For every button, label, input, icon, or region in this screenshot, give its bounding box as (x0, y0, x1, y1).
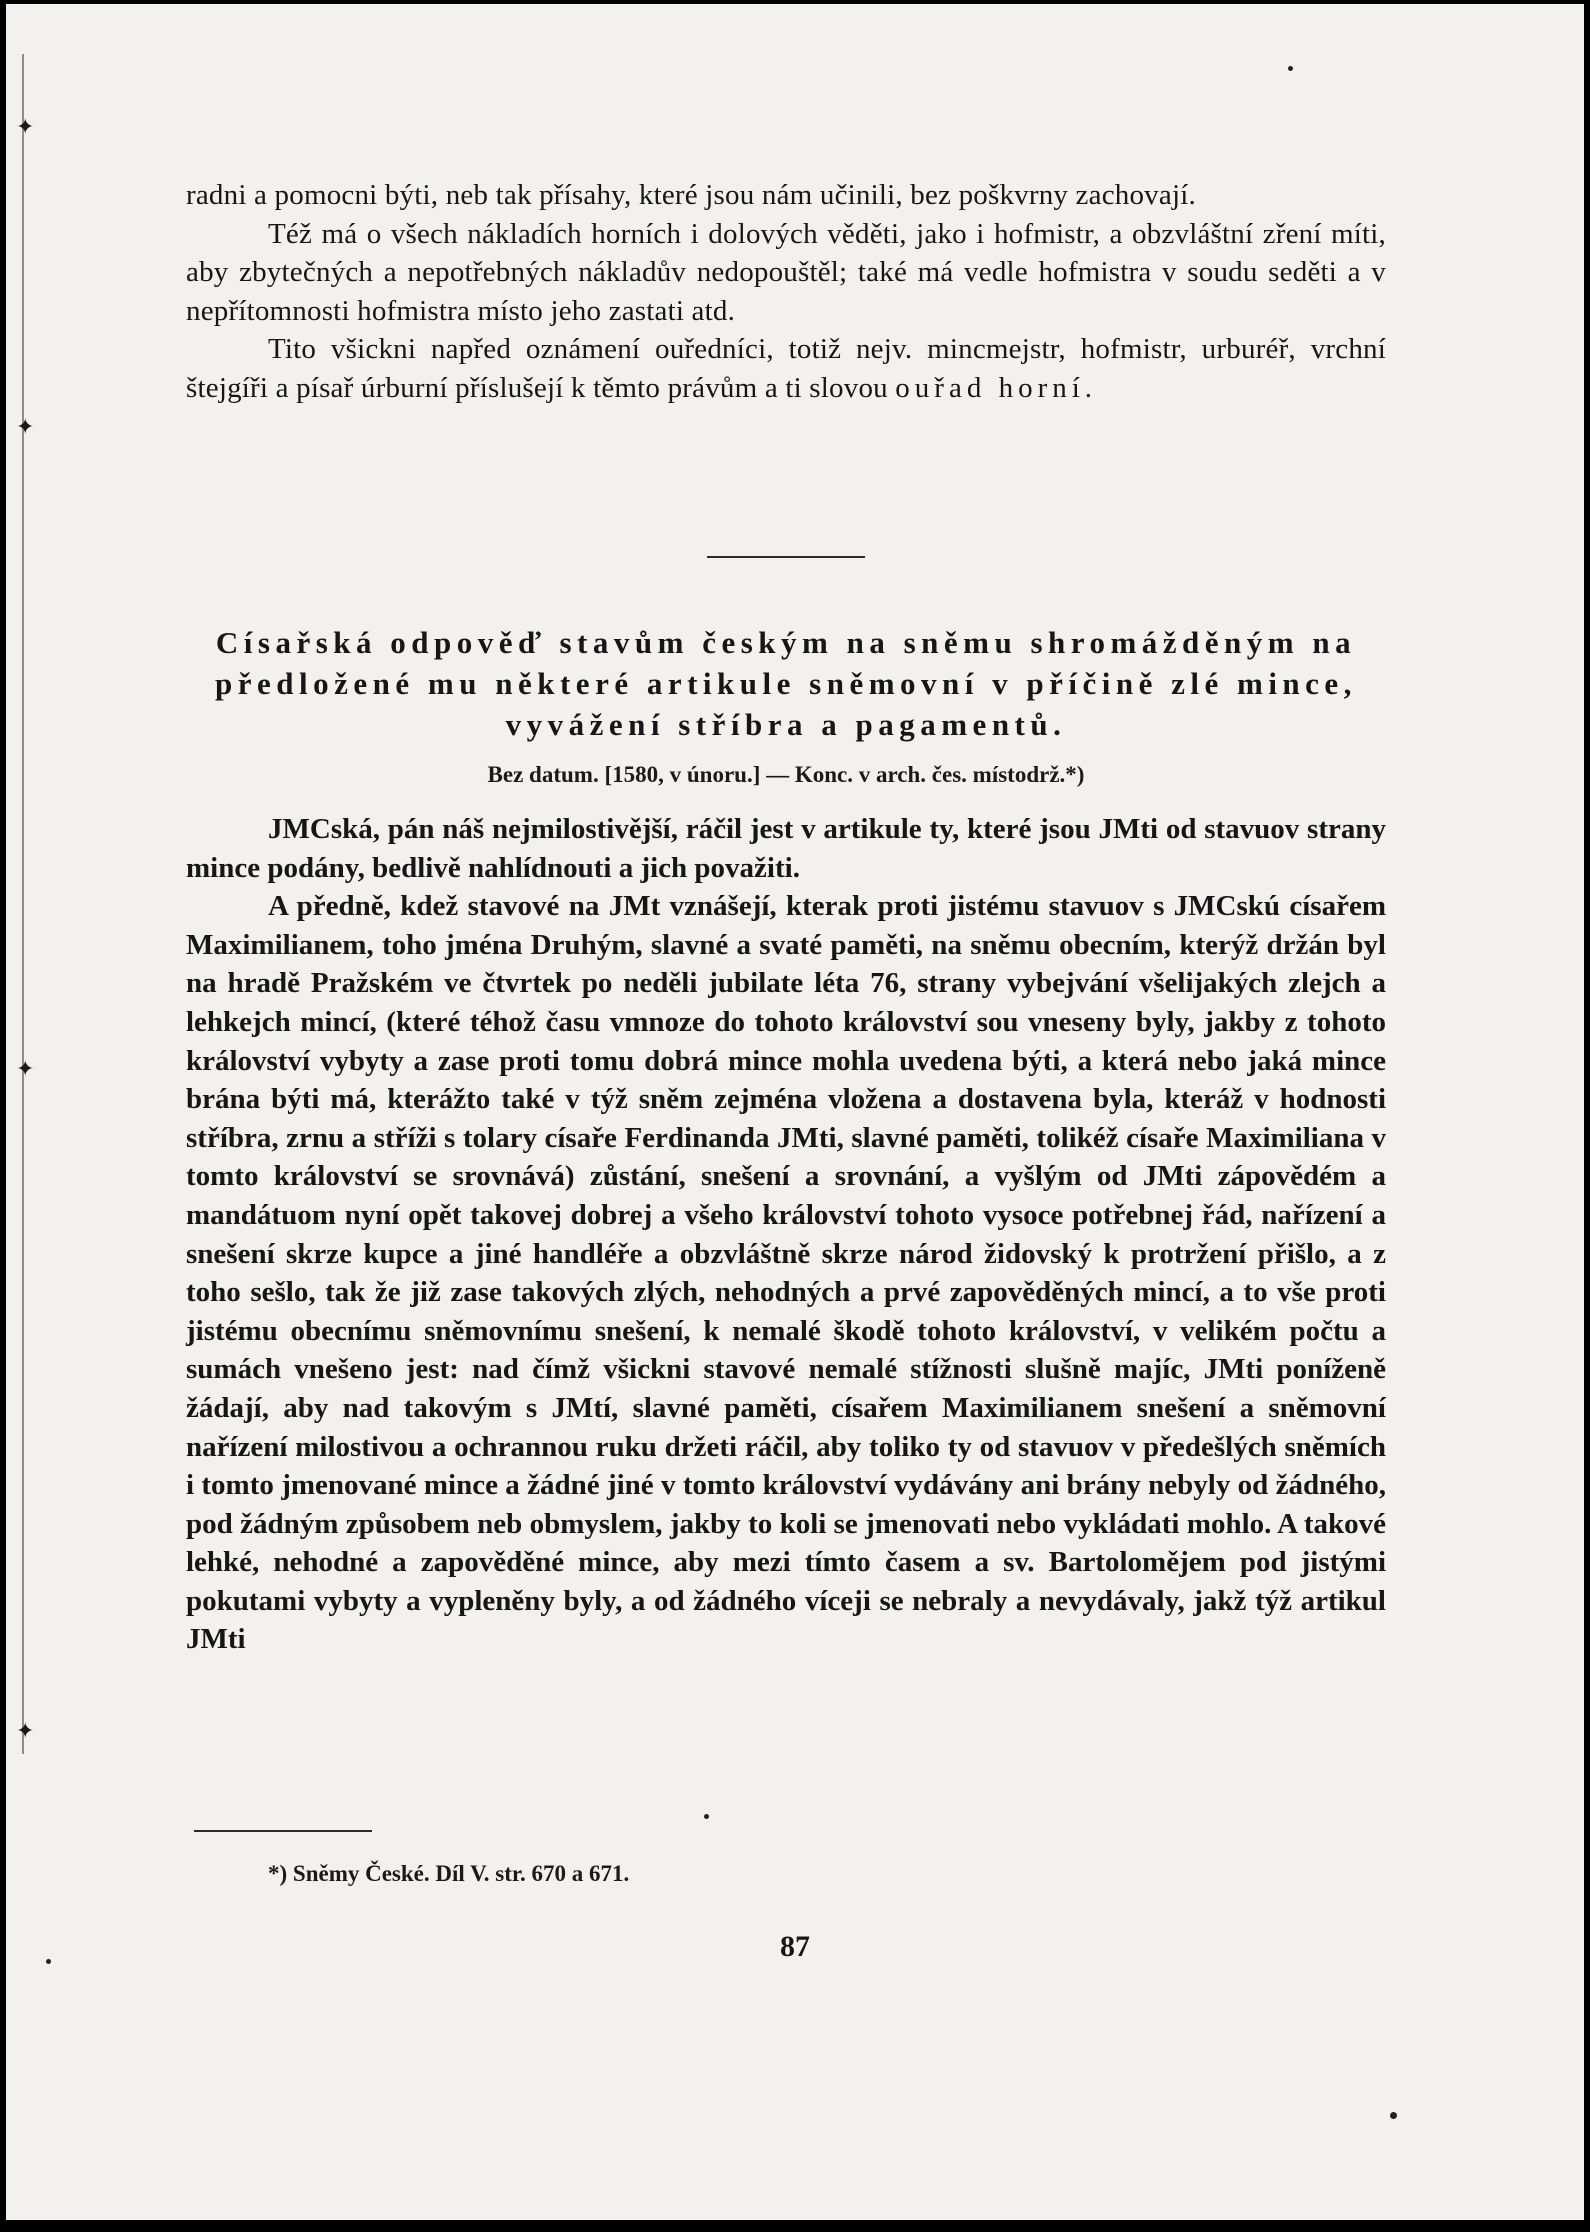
paper-speck (1390, 2112, 1397, 2119)
paragraph: A předně, kdež stavové na JMt vznášejí, kterak proti jistému stavuov s JMCskú císařem Maximilianem, toho jména Druhým, slavné a svaté paměti, na sněmu obecním, kterýž držán byl na hradě Pražském ve čtvrtek po neděli jubilate léta 76, strany vybejvání všelijakých zlejch a lehkejch mincí, (které téhož času vmnoze do tohoto království sou vneseny byly, jakby z tohoto království vybyty a zase proti tomu dobrá mince mohla uvedena býti, a která nebo jaká mince brána býti má, kterážto také v týž sněm zejména vložena a dostavena byla, kteráž v hodnosti stříbra, zrnu a stříži s tolary císaře Ferdinanda JMti, slavné paměti, tolikéž císaře Maximiliana v tomto království se srovnává) zůstání, snešení a srovnání, a vyšlým od JMti zápovědém a mandátuom nyní opět takovej dobrej a všeho království tohoto vysoce potřebnej řád, nařízení a snešení skrze kupce a jiné handléře a obzvláštně skrze národ židovský k protržení přišlo, a z toho sešlo, tak že již zase takových zlých, nehodných a prvé zapověděných mincí, a to vše proti jistému obecnímu sněmovnímu snešení, k nemalé škodě tohoto království, v velikém počtu a sumách vnešeno jest: nad čímž všickni stavové nemalé stížnosti slušně majíc, JMti poníženě žádají, aby nad takovým s JMtí, slavné paměti, císařem Maximilianem snešení a sněmovní nařízení milostivou a ochrannou ruku držeti ráčil, aby toliko ty od stavuov v předešlých sněmích i tomto jmenované mince a žádné jiné v tomto království vydávány ani brány nebyly od žádného, pod žádným způsobem neb obmyslem, jakby to koli se jmenovati nebo vykládati mohlo. A takové lehké, nehodné a zapověděné mince, aby mezi tímto časem a sv. Bartolomějem pod jistými pokutami vybyty a vypleněny byly, a od žádného víceji se nebraly a nevydávaly, jakž týž artikul JMti (186, 890, 1386, 1656)
page-number: 87 (780, 1930, 810, 1963)
paragraph-text: Tito všickni napřed oznámení ouředníci, totiž nejv. mincmejstr, hofmistr, urburéř, vrchní štejgíři a písař úrburní příslušejí k těmto právům a ti slovou (186, 333, 1386, 404)
binding-mark: ✦ (16, 1719, 35, 1744)
spaced-term: ouřad horní. (895, 371, 1098, 404)
paragraph: radni a pomocni býti, neb tak přísahy, které jsou nám učinili, bez poškvrny zachovají. (186, 179, 1196, 211)
heading-line: Císařská odpověď stavům českým na sněmu shromážděným na (215, 625, 1357, 660)
document-body (186, 810, 1386, 1659)
paragraph (186, 330, 1386, 407)
binding-mark: ✦ (16, 115, 35, 140)
source-citation: Bez datum. [1580, v únoru.] — Konc. v arch. čes. místodrž.*) (487, 762, 1085, 787)
binding-mark: ✦ (16, 415, 35, 440)
binding-edge (22, 54, 24, 1754)
heading-line: vyvážení stříbra a pagamentů. (505, 707, 1067, 742)
paragraph: Též má o všech nákladích horních i dolových věděti, jako i hofmistr, a obzvláštní zření míti, aby zbytečných a nepotřebných nákladův nedopouštěl; také má vedle hofmistra v soudu seděti a v nepřítomnosti hofmistra místo jeho zastati atd. (186, 217, 1386, 327)
document-heading (186, 622, 1386, 745)
binding-mark: ✦ (16, 1057, 35, 1082)
heading-line: předložené mu některé artikule sněmovní v příčině zlé mince, (215, 666, 1357, 701)
footnote-rule (194, 1830, 372, 1832)
paper-speck (704, 1814, 709, 1819)
continued-text-section (186, 176, 1386, 407)
paragraph: JMCská, pán náš nejmilostivější, ráčil jest v artikule ty, které jsou JMti od stavuov strany mince podány, bedlivě nahlídnouti a jich považiti. (186, 813, 1386, 884)
footnote: *) Sněmy České. Díl V. str. 670 a 671. (268, 1861, 630, 1886)
book-page (6, 4, 1584, 2220)
section-divider (707, 556, 865, 558)
paper-speck (1288, 66, 1293, 71)
